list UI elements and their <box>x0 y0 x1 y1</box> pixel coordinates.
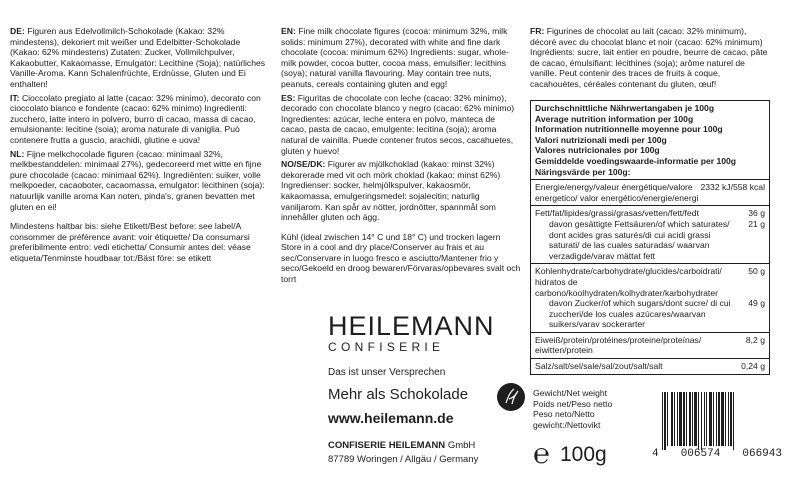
nutrition-carbs-main <box>535 266 765 298</box>
nutrition-row-energy <box>531 180 769 206</box>
nutrition-label: Energie/energy/valeur énergétique/valore energetico/ valor energético/energie/energi <box>535 182 699 203</box>
nutrition-heading <box>531 101 769 180</box>
barcode <box>660 392 770 452</box>
brand-name: HEILEMANN <box>328 311 495 341</box>
nutrition-row-protein <box>531 333 769 359</box>
nutrition-carbs-sub <box>535 298 765 330</box>
barcode-digits <box>652 448 782 460</box>
nutrition-heading-line: Näringsvärde per 100g: <box>535 166 631 177</box>
heilemann-monogram-icon <box>497 383 525 411</box>
lang-tag: EN: <box>281 26 296 36</box>
nutrition-heading-line: Valores nutricionales por 100g <box>535 145 660 156</box>
lang-tag: NL: <box>10 148 25 159</box>
tagline: Mehr als Schokolade <box>328 386 469 403</box>
barcode-bar <box>721 392 724 446</box>
barcode-bar <box>683 392 685 446</box>
best-before-text: Mindestens haltbar bis: siehe Etikett/Best before: see label/A consommer de préférence avant: voir étiquette/ Da consumarsi preferibilmente entro: vedi etichetta/ Consumir antes del: véase etiqueta/Tenminste houdbaar tot:/Bäst före: se etikett <box>10 221 251 263</box>
barcode-bar <box>713 392 714 446</box>
estimated-sign-icon: ℮ <box>533 438 550 469</box>
lang-tag: DE: <box>10 26 25 36</box>
barcode-bar <box>664 392 666 450</box>
nutrition-label: Salz/salt/sel/sale/sal/zout/salt/salt <box>535 361 663 372</box>
barcode-bar <box>706 392 707 446</box>
nutrition-fat-sub <box>535 219 765 261</box>
net-weight-label: Poids net/Peso netto <box>533 398 613 409</box>
barcode-bar <box>674 392 675 446</box>
website-link[interactable]: www.heilemann.de <box>328 410 454 426</box>
brand-subtitle: CONFISERIE <box>328 340 445 354</box>
barcode-bar <box>728 392 729 446</box>
net-weight-value: 100g <box>560 443 607 466</box>
nutrition-value: 50 g <box>748 266 765 277</box>
nutrition-row-fat <box>531 206 769 264</box>
ingredients-text: Figurer av mjölkchoklad (kakao: minst 32%) dekorerade med vit och mörk choklad (kakao: minst 62%) Ingredienser: socker, helmjölkspulver, kakaosmör, kakaomassa, emulgeringsmedel: sojalecitin; naturlig vaniljarom. Kan spår av nötter, jordnötter, spannmål som innehåller gluten och ägg. <box>281 159 501 223</box>
lang-tag: NO/SE/DK: <box>281 159 326 170</box>
nutrition-heading-line: Valori nutrizionali medi per 100g <box>535 134 667 145</box>
barcode-bar <box>730 392 732 446</box>
net-weight-label: Peso neto/Netto <box>533 409 595 420</box>
lang-tag: ES: <box>281 92 296 103</box>
nutrition-label: Eiweiß/protein/protéines/proteine/proteínas/ eiwitten/protein <box>535 334 702 356</box>
nutrition-value: 0,24 g <box>741 361 765 372</box>
barcode-bar <box>662 392 663 450</box>
ingredients-fr <box>530 26 770 90</box>
nutrition-label: Kohlenhydrate/carbohydrate/glucides/carboidrati/ hidratos de carbono/koolhydraten/kolhydrater/karbohydrater <box>535 266 722 298</box>
brand-logo <box>328 312 528 355</box>
barcode-bar <box>686 392 687 446</box>
barcode-bar <box>692 392 693 446</box>
ingredients-text: Cioccolato pregiato al latte (cacao: 32% minimo), decorato con cioccolato bianco e fondente (cacao: 62% minimo) Ingredienti: zucchero, latte intero in polvero, burro di cacao, massa di cacao, emulsionante: lecitine (soia); aroma naturale di vaniglia. Può contenere frutta a guscio, arachidi, glutine e uova! <box>10 92 261 145</box>
barcode-bar <box>718 392 720 446</box>
nutrition-heading-line: Gemiddelde voedingswaarde-informatie per 100g <box>535 155 737 166</box>
ingredients-text: Figurines de chocolat au lait (cacao: 32% minimum), décoré avec du chocolat blanc et noir (cacao: 62% minimum) Ingrédients: sucre, lait entier en poudre, beurre de cacao, pâte de cacao, émulsifiant: lécithines (soja); arôme naturel de vanille. Peut contenir des traces de fruits à coque, cacahouètes, céréales contenant du gluten, œuf! <box>530 26 768 89</box>
net-weight-labels <box>533 388 612 430</box>
barcode-bar <box>671 392 673 446</box>
barcode-bar <box>709 392 712 446</box>
lang-tag: FR: <box>530 26 545 36</box>
nutrition-heading-line: Durchschnittliche Nährwertangaben je 100g <box>535 103 715 113</box>
company-suffix: GmbH <box>445 440 476 451</box>
ingredients-text: Figuren aus Edelvollmilch-Schokolade (Kakao: 32% mindestens), dekoriert mit weißer und Edelbitter-Schokolade (Kakao: 62% mindestens) Zutaten: Zucker, Vollmilchpulver, Kakaobutter, Kakaomasse, Emulgator: Lecithine (Soja); natürliches Vanille-Aroma. Kann Schalenfrüchte, Erdnüsse, Gluten und Ei enthalten! <box>10 26 266 89</box>
barcode-digit-group: 4 <box>652 448 659 460</box>
nutrition-sub-value: 49 g <box>748 298 765 309</box>
ingredients-column-3 <box>530 26 770 93</box>
barcode-digit-group: 066943 <box>742 448 782 460</box>
ingredients-it <box>10 93 272 146</box>
barcode-bar <box>694 392 697 446</box>
lang-tag: IT: <box>10 92 20 103</box>
ingredients-text: Fine milk chocolate figures (cocoa: minimum 32%, milk solids: minimum 27%), decorated with white and fine dark chocolate (cocoa: minimum 62%) Ingredients: sugar, whole-milk powder, cocoa butter, cocoa mass, emulsifier: lecithins (soya); natural vanilla flavouring. May contain tree nuts, peanuts, cereals containing gluten and egg! <box>281 26 509 89</box>
nutrition-heading-line: Average nutrition information per 100g <box>535 113 694 124</box>
ingredients-no-se-dk <box>281 159 521 223</box>
net-weight-label: gewicht:/Nettovikt <box>533 419 601 430</box>
nutrition-sub-label: davon gesättigte Fettsäuren/of which saturates/ dont acides gras saturés/di cui acidi grassi saturati/ de las cuales saturadas/ waarvan verzadigde/varav mättat fett <box>549 218 730 261</box>
nutrition-table <box>530 100 770 375</box>
ingredients-es <box>281 93 521 157</box>
nutrition-row-carbs <box>531 264 769 333</box>
barcode-bar <box>733 392 734 450</box>
nutrition-heading-line: Information nutritionnelle moyenne pour 100g <box>535 124 723 135</box>
storage-text: Kühl (ideal zwischen 14° C und 18° C) und trocken lagern Store in a cool and dry place/Conserver au frais et au sec/Conservare in luogo fresco e asciutto/Mantener frio y seco/Gekoeld en droog bewaren/Förvaras/opbevares svalt och torrt <box>281 231 521 285</box>
nutrition-label: Fett/fat/lipides/grassi/grasas/vetten/fett/fedt <box>535 208 699 219</box>
nutrition-row-salt <box>531 359 769 374</box>
barcode-digit-group: 006574 <box>680 448 721 460</box>
ingredients-de <box>10 26 272 90</box>
company-name-bold: CONFISERIE HEILEMANN <box>328 440 446 451</box>
nutrition-value: 36 g <box>748 208 765 219</box>
ingredients-column-1 <box>10 26 272 266</box>
barcode-bar <box>725 392 726 446</box>
barcode-bar <box>667 392 668 446</box>
barcode-bar <box>679 392 682 446</box>
ingredients-column-2 <box>281 26 521 288</box>
nutrition-value: 2332 kJ/558 kcal <box>700 182 765 193</box>
barcode-bar <box>704 392 705 446</box>
company-address: 87789 Woringen / Allgäu / Germany <box>328 454 479 465</box>
ingredients-nl <box>10 149 272 213</box>
nutrition-fat-main <box>535 208 765 219</box>
barcode-bar <box>716 392 717 446</box>
nutrition-sub-value: 21 g <box>748 218 765 229</box>
net-weight-label: Gewicht/Net weight <box>533 388 608 398</box>
ingredients-text: Figuritas de chocolate con leche (cacao: 32% minimo), decorado con chocolate blanco y negro (cacao: 62% minimo) Ingredientes: azúcar, leche entera en polvo, manteca de cacao, pasta de cacao, emulgente: lecitina (soja); aroma natural de vainilla. Puede contener frutos secos, cacahuetes, gluten y huevo! <box>281 92 515 156</box>
barcode-bar <box>689 392 691 446</box>
barcode-bar <box>677 392 678 446</box>
company-name <box>328 440 475 451</box>
barcode-bar <box>701 392 702 450</box>
barcode-bar <box>698 392 699 450</box>
nutrition-sub-label: davon Zucker/of which sugars/dont sucre/ di cui zuccheri/de los cuales azúcares/waarvan suikers/varav sockerarter <box>549 298 731 330</box>
ingredients-text: Fijne melkchocolade figuren (cacao: minimaal 32%, melkbestanddelen: minimaal 27%), gedecoreerd met witte en fijne pure chocolade (cacao: minimaal 62%). Ingrediënten: suiker, volle melkpoeder, cacaoboter, cacaomassa, emulgator: lecithinen (soja): natuurlijk vanille aroma Kan noten, pinda's, granen bevatten met gluten en ei! <box>10 148 265 212</box>
ingredients-en <box>281 26 521 90</box>
promise-text: Das ist unser Versprechen <box>328 367 446 378</box>
nutrition-value: 8,2 g <box>745 334 765 345</box>
